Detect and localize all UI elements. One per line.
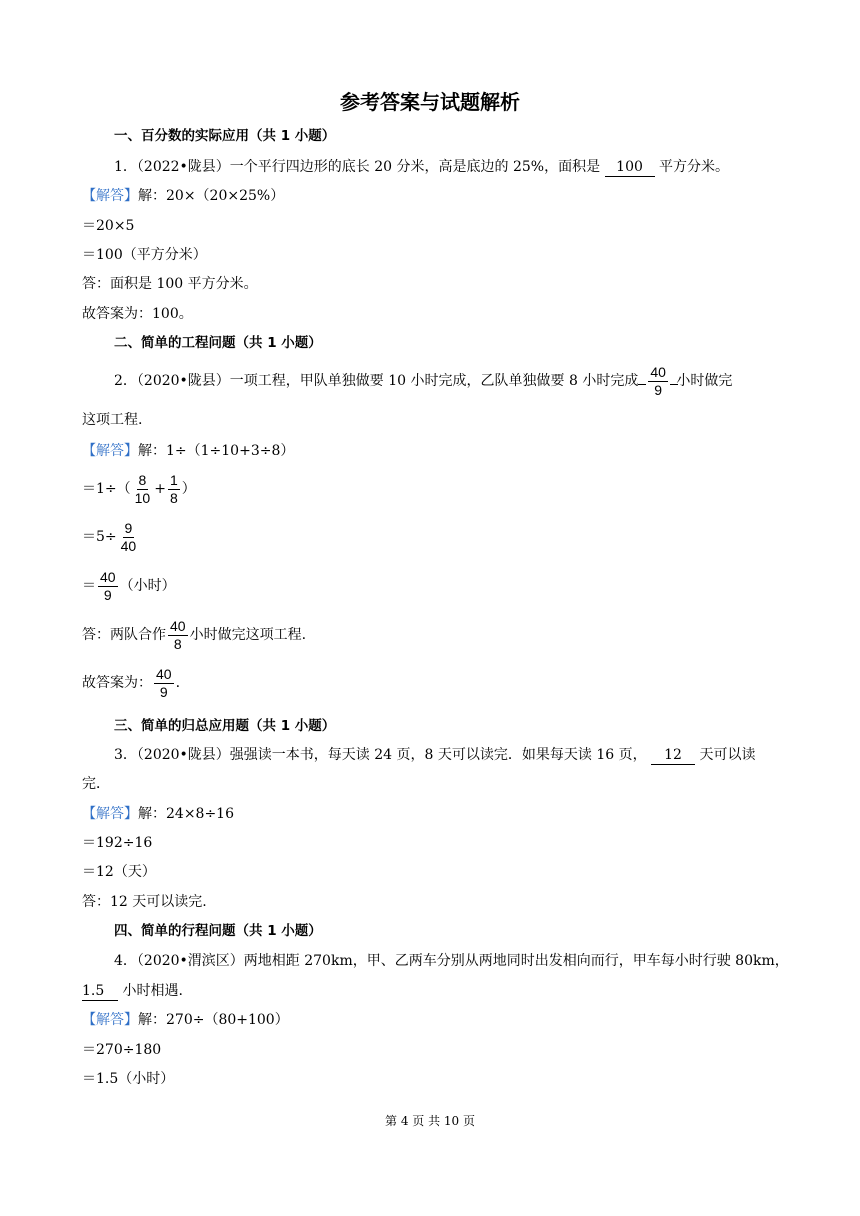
answer-tag: 【解答】: [82, 1012, 138, 1028]
answer-blank-1: 100: [605, 158, 655, 177]
section-heading-2: 二、简单的工程问题（共 1 小题）: [114, 335, 322, 351]
solution-text: 解：270÷（80+100）: [138, 1012, 289, 1028]
solution-3-line-4: 答：12 天可以读完.: [82, 894, 207, 910]
solution-3-line-1: [82, 804, 234, 824]
question-2-line-2: 这项工程.: [82, 412, 143, 428]
question-3: [114, 745, 756, 765]
solution-1-line-4: 答：面积是 100 平方分米。: [82, 276, 258, 292]
question-2-suffix: 小时做完: [676, 373, 733, 389]
section-heading-3: 三、简单的归总应用题（共 1 小题）: [114, 718, 336, 734]
answer-tag: 【解答】: [82, 443, 138, 459]
question-2: [114, 362, 732, 400]
fraction: $\frac{40}{8}$: [170, 617, 186, 652]
fraction: $\frac{40}{9}$: [156, 665, 172, 700]
page-title: 参考答案与试题解析: [340, 90, 520, 114]
solution-2-line-3: ＝5÷ $\frac{9}{40}$: [82, 519, 137, 554]
solution-1-line-3: ＝100（平方分米）: [82, 247, 207, 263]
solution-3-line-3: ＝12（天）: [82, 864, 156, 880]
solution-3-line-2: ＝192÷16: [82, 835, 153, 851]
question-1: [114, 157, 729, 177]
solution-1-line-1: [82, 186, 284, 206]
solution-1-line-5: 故答案为：100。: [82, 306, 193, 322]
question-4-suffix: 小时相遇.: [122, 983, 183, 999]
solution-2-line-5: 答：两队合作 $\frac{40}{8}$ 小时做完这项工程.: [82, 617, 307, 652]
fraction: $\frac{1}{8}$: [169, 471, 178, 506]
question-3-suffix: 天可以读: [699, 747, 756, 763]
answer-blank-2: [638, 365, 676, 398]
question-1-suffix: 平方分米。: [658, 159, 729, 175]
fraction: $\frac{9}{40}$: [120, 519, 137, 554]
solution-4-line-2: ＝270÷180: [82, 1042, 162, 1058]
solution-2-line-6: 故答案为： $\frac{40}{9}$ .: [82, 665, 181, 700]
fraction: $\frac{40}{9}$: [100, 568, 116, 603]
solution-text: 解：20×（20×25%）: [138, 188, 285, 204]
solution-text: 解：24×8÷16: [138, 806, 234, 822]
solution-4-line-1: [82, 1010, 289, 1030]
solution-text: 解：1÷（1÷10+3÷8）: [138, 443, 295, 459]
fraction: $\frac{8}{10}$: [134, 471, 151, 506]
solution-2-line-2: ＝1÷（ $\frac{8}{10}$ + $\frac{1}{8}$ ）: [82, 471, 196, 506]
fraction: $\frac{40}{9}$: [650, 363, 666, 398]
question-1-text: 1．（2022•陇县）一个平行四边形的底长 20 分米，高是底边的 25%，面积是: [114, 159, 601, 175]
page-footer: 第 4 页 共 10 页: [385, 1114, 475, 1128]
question-4-line-2: [82, 981, 183, 1001]
solution-2-line-1: [82, 441, 294, 461]
question-3-text: 3．（2020•陇县）强强读一本书，每天读 24 页，8 天可以读完．如果每天读 16 页，: [114, 747, 647, 763]
section-heading-1: 一、百分数的实际应用（共 1 小题）: [114, 128, 336, 144]
answer-tag: 【解答】: [82, 188, 138, 204]
answer-blank-4: 1.5: [82, 982, 118, 1001]
question-2-text: 2．（2020•陇县）一项工程，甲队单独做要 10 小时完成，乙队单独做要 8 小时完成: [114, 373, 639, 389]
solution-2-line-4: ＝ $\frac{40}{9}$ （小时）: [82, 568, 176, 603]
answer-tag: 【解答】: [82, 806, 138, 822]
section-heading-4: 四、简单的行程问题（共 1 小题）: [114, 923, 322, 939]
solution-1-line-2: ＝20×5: [82, 218, 135, 234]
question-3-line-2: 完．: [82, 776, 110, 792]
question-4-line-1: 4．（2020•渭滨区）两地相距 270km，甲、乙两车分别从两地同时出发相向而行，甲车每小时行驶 80km，: [114, 953, 789, 969]
solution-4-line-3: ＝1.5（小时）: [82, 1071, 175, 1087]
answer-blank-3: 12: [651, 746, 695, 765]
